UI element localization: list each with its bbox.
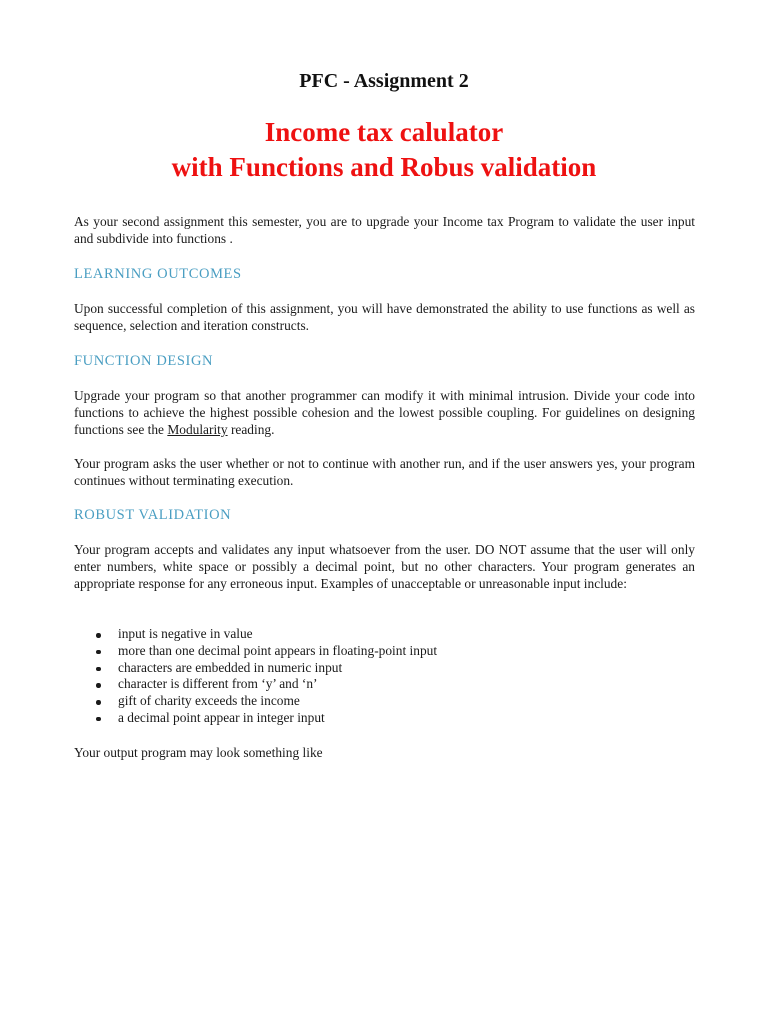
function-design-text-end: reading. [227, 422, 275, 437]
title-line-1: Income tax calulator [264, 117, 504, 147]
function-design-paragraph-1 [74, 387, 695, 438]
document-title [0, 115, 768, 185]
list-item: more than one decimal point appears in floating-point input [94, 643, 694, 660]
list-item: a decimal point appear in integer input [94, 710, 694, 727]
list-item: input is negative in value [94, 626, 694, 643]
list-item: gift of charity exceeds the income [94, 693, 694, 710]
robust-validation-heading: ROBUST VALIDATION [74, 507, 232, 523]
function-design-text-start: Upgrade your program so that another programmer can modify it with minimal intrusion. Divide your code into functions to achieve the highest possible cohesion and the lowest possible coupling. For guidelines on designing functions see the [74, 388, 695, 437]
function-design-heading: FUNCTION DESIGN [74, 353, 214, 369]
closing-paragraph: Your output program may look something like [74, 745, 323, 760]
modularity-link[interactable]: Modularity [167, 422, 228, 437]
assignment-header: PFC - Assignment 2 [299, 70, 469, 92]
intro-paragraph: As your second assignment this semester, you are to upgrade your Income tax Program to validate the user input and subdivide into functions . [74, 214, 695, 246]
function-design-paragraph-2: Your program asks the user whether or not to continue with another run, and if the user answers yes, your program continues without terminating execution. [74, 456, 695, 488]
learning-outcomes-paragraph: Upon successful completion of this assignment, you will have demonstrated the ability to use functions as well as sequence, selection and iteration constructs. [74, 301, 695, 333]
robust-validation-paragraph: Your program accepts and validates any input whatsoever from the user. DO NOT assume that the user will only enter numbers, white space or possibly a decimal point, but no other characters. Your program generates an appropriate response for any erroneous input. Examples of unacceptable or unreasonable input include: [74, 542, 695, 591]
invalid-input-list [94, 626, 694, 727]
learning-outcomes-heading: LEARNING OUTCOMES [74, 266, 242, 282]
list-item: characters are embedded in numeric input [94, 660, 694, 677]
title-line-2: with Functions and Robus validation [171, 152, 597, 182]
list-item: character is different from ‘y’ and ‘n’ [94, 676, 694, 693]
